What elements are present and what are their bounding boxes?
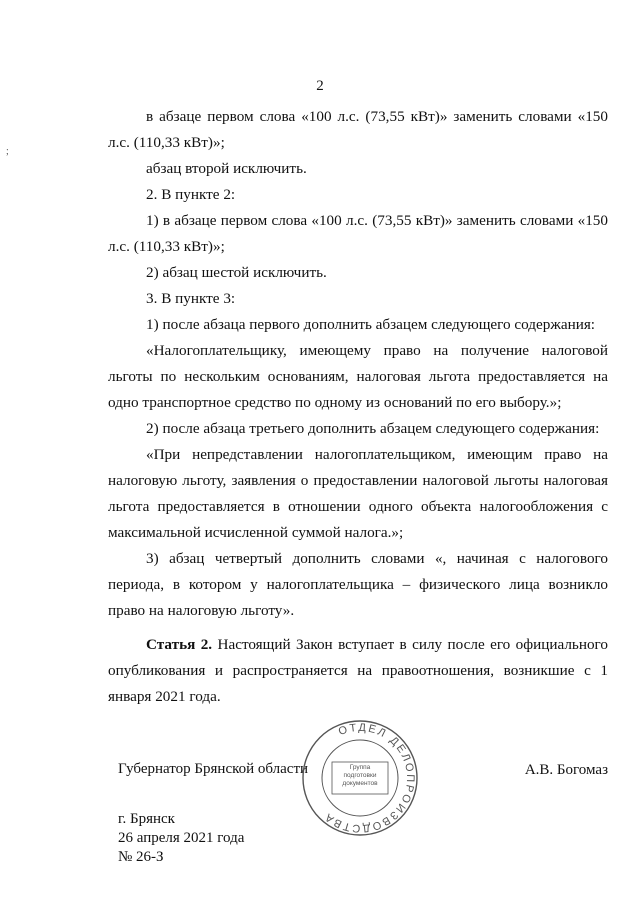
article-label: Статья 2.	[146, 636, 213, 653]
edge-mark: ;	[6, 146, 9, 157]
law-date: 26 апреля 2021 года	[118, 830, 245, 846]
paragraph: в абзаце первом слова «100 л.с. (73,55 кВт)» заменить словами «150 л.с. (110,33 кВт)»;	[108, 108, 608, 151]
stamp-ring-text: ОТДЕЛ ДЕЛОПРОИЗВОДСТВА	[321, 721, 417, 835]
signatory-name: А.В. Богомаз	[524, 762, 608, 778]
document-body	[108, 104, 608, 710]
page-number: 2	[316, 78, 324, 94]
paragraph: «При непредставлении налогоплательщиком, имеющим право на налоговую льготу, заявления о предоставлении налоговой льготы налоговая льгота предоставляется в отношении одного объекта налогообложения с максимальной исчисленной суммой налога.»;	[108, 446, 608, 541]
paragraph: 2) после абзаца третьего дополнить абзацем следующего содержания:	[146, 420, 600, 437]
law-number: № 26-З	[118, 849, 164, 865]
place-date-block	[118, 810, 244, 867]
signatory-position: Губернатор Брянской области	[118, 761, 309, 777]
city: г. Брянск	[118, 811, 175, 827]
paragraph: 1) после абзаца первого дополнить абзацем следующего содержания:	[146, 316, 596, 333]
paragraph: 3. В пункте 3:	[146, 290, 236, 307]
paragraph: «Налогоплательщику, имеющему право на получение налоговой льготы по нескольким основаниям, налоговая льгота предоставляется на одно транспортное средство по одному из оснований по его выбору.»;	[108, 342, 608, 411]
article-paragraph	[108, 632, 608, 710]
paragraph: 2) абзац шестой исключить.	[146, 264, 327, 281]
article-text: Настоящий Закон вступает в силу после его официального опубликования и распространяется на правоотношения, возникшие с 1 января 2021 года.	[108, 636, 609, 705]
paragraph: 3) абзац четвертый дополнить словами «, начиная с налогового периода, в котором у налогоплательщика – физического лица возникло право на налоговую льготу».	[108, 550, 608, 619]
paragraph: 1) в абзаце первом слова «100 л.с. (73,55 кВт)» заменить словами «150 л.с. (110,33 кВт)»;	[108, 212, 608, 255]
paragraph: абзац второй исключить.	[146, 160, 307, 177]
paragraph: 2. В пункте 2:	[146, 186, 236, 203]
stamp-center-text: Группа подготовки документов	[342, 764, 378, 787]
